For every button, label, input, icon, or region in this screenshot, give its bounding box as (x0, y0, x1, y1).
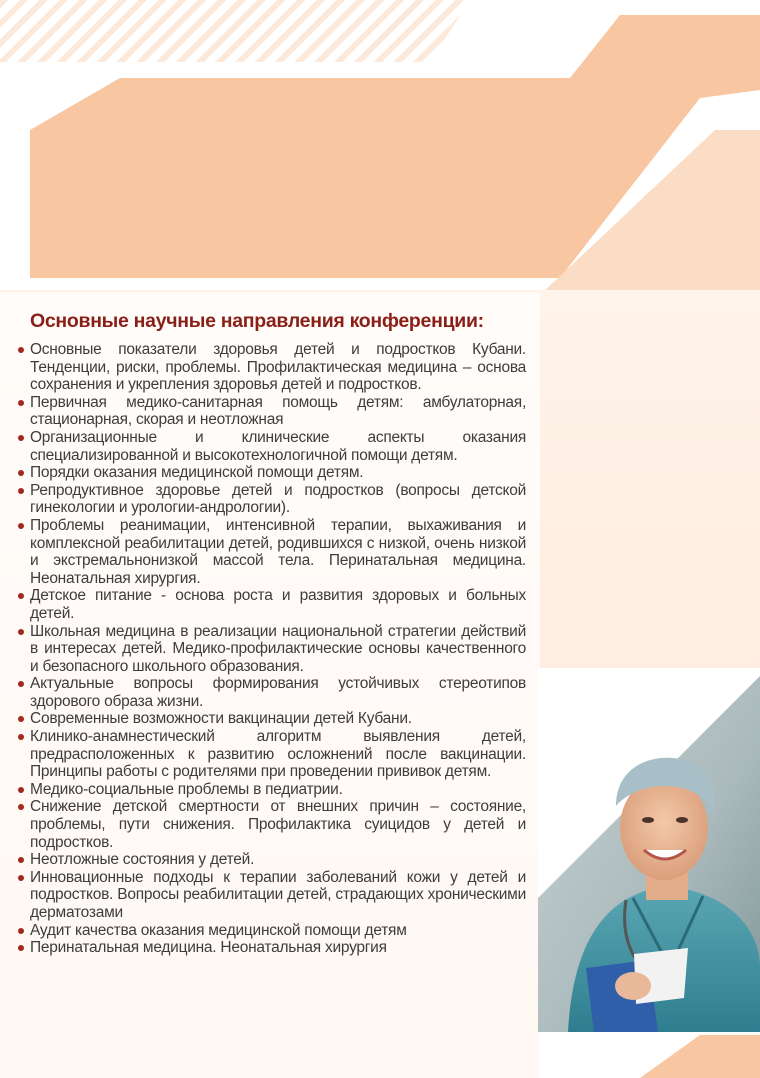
list-item: Первичная медико-санитарная помощь детям: амбулаторная, стационарная, скорая и неотложная (18, 394, 526, 429)
list-item: Проблемы реанимации, интенсивной терапии, выхаживания и комплексной реабилитации детей, родившихся с низкой, очень низкой и экстремальнонизкой массой тела. Перинатальная медицина. Неонатальная хирургия. (18, 517, 526, 587)
list-item: Организационные и клинические аспекты оказания специализированной и высокотехнологичной помощи детям. (18, 429, 526, 464)
bullet-icon (18, 945, 24, 951)
list-item: Медико-социальные проблемы в педиатрии. (18, 781, 526, 799)
list-item: Актуальные вопросы формирования устойчивых стереотипов здорового образа жизни. (18, 675, 526, 710)
bullet-icon (18, 523, 24, 529)
bullet-icon (18, 629, 24, 635)
list-item: Перинатальная медицина. Неонатальная хирургия (18, 939, 526, 957)
list-item: Основные показатели здоровья детей и подростков Кубани. Тенденции, риски, проблемы. Профилактическая медицина – основа сохранения и укрепления здоровья детей и подростков. (18, 341, 526, 394)
bullet-icon (18, 435, 24, 441)
bullet-icon (18, 470, 24, 476)
nurse-photo (538, 668, 760, 1032)
bullet-icon (18, 347, 24, 353)
list-item: Порядки оказания медицинской помощи детям. (18, 464, 526, 482)
stripe-pattern (0, 0, 470, 62)
list-item: Школьная медицина в реализации национальной стратегии действий в интересах детей. Медико-профилактические основы качественного и безопасного школьного образования. (18, 623, 526, 676)
bullet-icon (18, 804, 24, 810)
bullet-icon (18, 857, 24, 863)
bullet-icon (18, 716, 24, 722)
bullet-icon (18, 787, 24, 793)
list-item: Современные возможности вакцинации детей Кубани. (18, 710, 526, 728)
list-item: Неотложные состояния у детей. (18, 851, 526, 869)
bullet-icon (18, 400, 24, 406)
bullet-icon (18, 681, 24, 687)
list-item: Инновационные подходы к терапии заболеваний кожи у детей и подростков. Вопросы реабилитации детей, страдающих хроническими дерматозами (18, 869, 526, 922)
list-item: Аудит качества оказания медицинской помощи детям (18, 922, 526, 940)
list-item: Клинико-анамнестический алгоритм выявления детей, предрасположенных к развитию осложнений после вакцинации. Принципы работы с родителями при проведении прививок детям. (18, 728, 526, 781)
bullet-icon (18, 488, 24, 494)
section-heading: Основные научные направления конференции: (30, 310, 484, 332)
topics-list (18, 341, 526, 957)
list-item: Репродуктивное здоровье детей и подростков (вопросы детской гинекологии и урологии-андрологии). (18, 482, 526, 517)
list-item: Снижение детской смертности от внешних причин – состояние, проблемы, пути снижения. Профилактика суицидов у детей и подростков. (18, 798, 526, 851)
bullet-icon (18, 928, 24, 934)
content-panel (18, 310, 526, 957)
bullet-icon (18, 734, 24, 740)
bullet-icon (18, 593, 24, 599)
list-item: Детское питание - основа роста и развития здоровых и больных детей. (18, 587, 526, 622)
bullet-icon (18, 875, 24, 881)
